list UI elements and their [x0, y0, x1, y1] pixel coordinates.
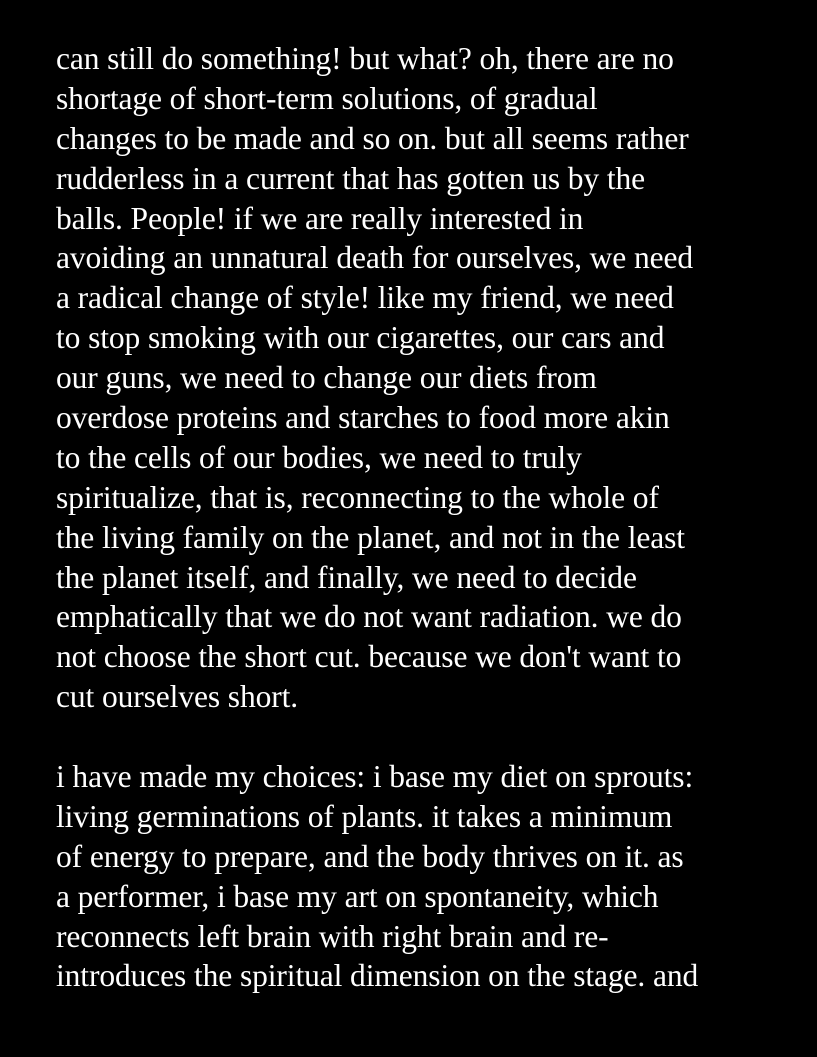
text-line: of energy to prepare, and the body thrives on it. as [56, 838, 684, 874]
text-line: a performer, i base my art on spontaneity, which [56, 878, 659, 914]
text-line: cut ourselves short. [56, 679, 299, 715]
text-line: not choose the short cut. because we don't want to [56, 639, 682, 675]
text-line: our guns, we need to change our diets from [56, 360, 597, 396]
text-line: the planet itself, and finally, we need to decide [56, 559, 637, 595]
text-line: i have made my choices: i base my diet on sprouts: [56, 759, 694, 795]
paragraph-2 [56, 757, 797, 996]
text-line: to the cells of our bodies, we need to truly [56, 439, 582, 475]
text-line: balls. People! if we are really interested in [56, 200, 584, 236]
text-line: reconnects left brain with right brain and re- [56, 918, 609, 954]
text-line: emphatically that we do not want radiation. we do [56, 599, 682, 635]
text-line: shortage of short-term solutions, of gradual [56, 80, 598, 116]
text-line: overdose proteins and starches to food more akin [56, 400, 670, 436]
paragraph-1 [56, 39, 797, 717]
text-line: to stop smoking with our cigarettes, our cars and [56, 320, 665, 356]
text-line: introduces the spiritual dimension on the stage. and [56, 958, 699, 994]
text-line: rudderless in a current that has gotten us by the [56, 160, 646, 196]
text-line: spiritualize, that is, reconnecting to the whole of [56, 479, 659, 515]
text-line: changes to be made and so on. but all seems rather [56, 120, 689, 156]
text-line: can still do something! but what? oh, there are no [56, 41, 674, 76]
text-line: avoiding an unnatural death for ourselves, we need [56, 240, 694, 276]
paragraph-gap [56, 717, 797, 757]
text-line: living germinations of plants. it takes a minimum [56, 798, 673, 834]
text-line: the living family on the planet, and not in the least [56, 519, 685, 555]
text-line: a radical change of style! like my friend, we need [56, 280, 674, 316]
